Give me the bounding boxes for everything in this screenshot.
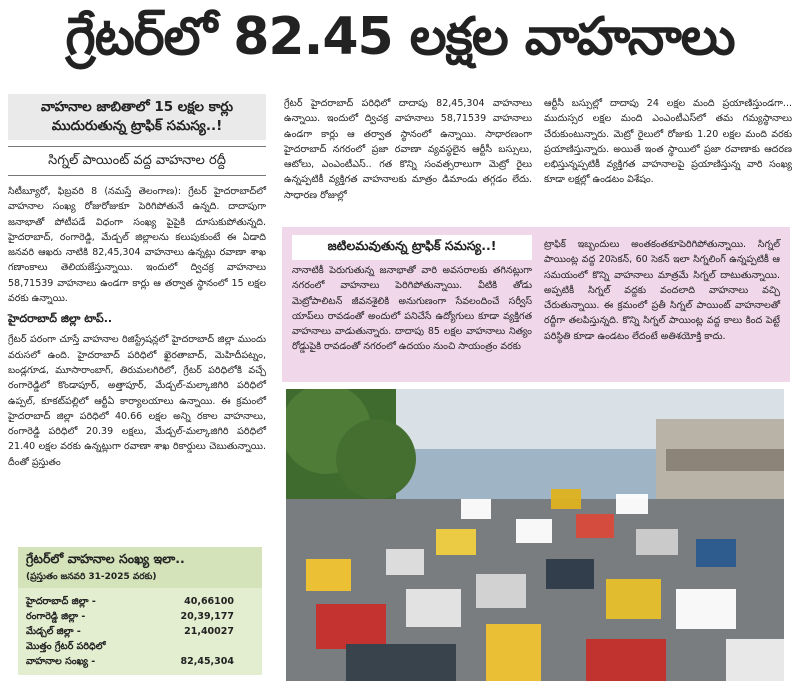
traffic-photo (286, 389, 784, 681)
stats-label: హైదరాబాద్ జిల్లా - (26, 596, 96, 607)
traffic-photo-illustration (286, 389, 784, 681)
stats-label: రంగారెడ్డి జిల్లా - (26, 611, 86, 622)
section-heading-hyderabad: హైదరాబాద్ జిల్లా టాప్.. (8, 312, 113, 326)
stats-row (18, 624, 262, 639)
stats-row (18, 639, 262, 654)
stats-title: గ్రేటర్‌లో వాహనాల సంఖ్య ఇలా.. (18, 547, 262, 572)
right-column-text: ఆర్టీసీ బస్సుల్లో దాదాపు 24 లక్షల మంది ప్రయాణిస్తుండగా... ముదుస్సర లక్షల మంది ఎంఎంటీఎస్‌లో తమ గమ్యస్థానాలు చేరుకుంటున్నారు. మెట్రో రైలులో రోజుకు 1.20 లక్షల మంది వరకు ప్రయాణిస్తున్నారు. అయితే ఇంత స్థాయిలో ప్రజా రవాణాకు ఆదరణ లభిస్తున్నప్పటికీ వ్యక్తిగత వాహనాలపై ప్రయాణిస్తున్న వారి సంఖ్య కూడా లక్షల్లో ఉండటం విశేషం. (544, 98, 792, 186)
stats-value (174, 639, 234, 654)
middle-column-text: గ్రేటర్ హైదరాబాద్ పరిధిలో దాదాపు 82,45,304 వాహనాలు ఉన్నాయి. ఇందులో ద్విచక్ర వాహనాలు 58,71539 వాహనాలు ఉండగా కార్లు ఆ తర్వాత స్థానంలో ఉన్నాయి. సాధారణంగా హైదరాబాద్ నగరంలో ప్రజా రవాణా వ్యవస్థలైన ఆర్టీసీ బస్సులు, ఆటోలు, ఎంఎంటీఎస్.. గత కొన్ని సంవత్సరాలుగా మెట్రో రైలు ఉన్నప్పటికీ వ్యక్తిగత వాహనాలకు మాత్రం డిమాండు తగ్గడం లేదు. సాధారణ రోజుల్లో (284, 98, 532, 201)
subheading-line-2: ముదురుతున్న ట్రాఫిక్ సమస్య..! (51, 118, 223, 134)
stats-row (18, 654, 262, 669)
stats-label: మొత్తం గ్రేటర్ పరిధిలో (26, 641, 106, 652)
subheading-signal: సిగ్నల్ పాయింట్ వద్ద వాహనాల రద్దీ (8, 146, 266, 176)
stats-value: 82,45,304 (180, 656, 234, 667)
stats-value: 20,39,177 (180, 611, 234, 622)
left-column (8, 92, 266, 470)
panel-right-text: ట్రాఫిక్ ఇబ్బందులు అంతకంతకూపెరిగిపోతున్నాయి. సిగ్నల్ పాయింట్ల వద్ద 20సెకన్, 60 సెకన్ ఇలా సిగ్నలింగ్ ఉన్నప్పటికీ ఆ సమయంలో కొన్ని వాహనాలు మాత్రమే సిగ్నల్ దాటుతున్నాయి. అప్పటికీ సిగ్నల్ వద్దకు వందలాది వాహనాలు వచ్చి చేరుతున్నాయి. ఈ క్రమంలో ప్రతీ సిగ్నల్ పాయింట్ వాహనాలతో రద్దీగా తలపిస్తున్నది. కొన్ని సిగ్నల్ పాయింట్ల వద్ద కాలు కింద పెట్టే పరిస్థితి కూడా ఉండటం లేదంటే అతిశయోక్తి కాదు. (544, 239, 780, 342)
subheading-box (8, 94, 266, 140)
panel-title: జటిలమవుతున్న ట్రాఫిక్ సమస్య..! (292, 235, 532, 260)
headline: గ్రేటర్‌లో 82.45 లక్షల వాహనాలు (65, 6, 735, 67)
subheading-line-1: వాహనాల జాబితాలో 15 లక్షల కార్లు (40, 99, 234, 115)
article-paragraph-2: గ్రేటర్ పరంగా చూస్తే వాహనాల రిజిస్ట్రేషన్లలో హైదరాబాద్ జిల్లా ముందు వరుసలో ఉంది. హైదరాబాద్ పరిధిలో ఖైరతాబాద్, మెహిదీపట్నం, బండ్లగూడ, మూసారాంబాగ్, తిరుమలగిరిలో, గ్రేటర్ పరిధిలోకి వచ్చే రంగారెడ్డిలో కొండాపూర్, అత్తాపూర్, మేడ్చల్-మల్కాజిగిరి పరిధిలో ఉప్పల్, కూకట్‌పల్లిలో ఆర్టీఏ కార్యాలయాలు ఉన్నాయి. ఈ క్రమంలో హైదరాబాద్ జిల్లా పరిధిలో 40.66 లక్షల అన్ని రకాల వాహనాలు, రంగారెడ్డి పరిధిలో 20.39 లక్షలు, మేడ్చల్-మల్కాజిగిరి పరిధిలో 21.40 లక్షల వరకు ఉన్నట్లుగా రవాణా శాఖ రికార్డులు చెబుతున్నాయి. దీంతో ప్రస్తుతం (8, 334, 266, 468)
stats-subtitle: (ప్రస్తుతం జనవరి 31-2025 వరకు) (18, 572, 262, 588)
stats-value: 21,40027 (184, 626, 234, 637)
stats-row (18, 594, 262, 609)
stats-label: వాహనాల సంఖ్య - (26, 656, 96, 667)
traffic-issue-panel (282, 227, 790, 382)
vehicle-stats-box (18, 547, 262, 675)
stats-value: 40,66100 (184, 596, 234, 607)
stats-label: మేడ్చల్ జిల్లా - (26, 626, 81, 637)
stats-row (18, 609, 262, 624)
article-paragraph-1: సిటీబ్యూరో, ఫిబ్రవరి 8 (నమస్తే తెలంగాణ): గ్రేటర్ హైదరాబాద్‌లో వాహనాల సంఖ్య రోజురోజుకూ పెరిగిపోతునే ఉన్నది. దాదాపుగా జనాభాతో పోటీపడే విధంగా సంఖ్య పైపైకి దూసుకుపోతున్నది. హైదరాబాద్, రంగారెడ్డి, మేడ్చల్ జిల్లాలను కలుపుకుంటే ఈ ఏడాది జనవరి ఆఖరు నాటికి 82,45,304 వాహనాలు ఉన్నట్లు రవాణా శాఖ గణాంకాలు తెలియజేస్తున్నాయి. ఇందులో ద్విచక్ర వాహనాలు 58,71539 వాహనాలు ఉండగా కార్లు ఆ తర్వాత స్థానంలో 15 లక్షల వరకు ఉన్నాయి. (8, 186, 266, 305)
panel-left-text: నానాటికీ పెరుగుతున్న జనాభాతో వారి అవసరాలకు తగినట్లుగా నగరంలో వాహనాలు పెరిగిపోతున్నాయి. వీటికి తోడు మెట్రోపాలిటన్ జీవనశైలికి అనుగుణంగా సేవలందించే సర్వీస్ యాప్‌లు రావడంతో అందులో పనిచేసే ఉద్యోగులు కూడా వ్యక్తిగత వాహనాలు వాడుతున్నారు. దాదాపు 85 లక్షల వాహనాలు నిత్యం రోడ్డుపైకి రావడంతో నగరంలో ఉదయం నుంచి సాయంత్రం వరకు (292, 265, 532, 353)
